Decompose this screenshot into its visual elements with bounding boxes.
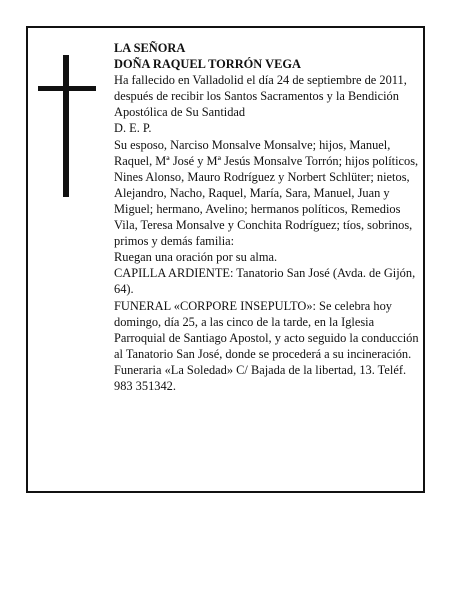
obituary-text <box>114 40 420 394</box>
funeral-info: FUNERAL «CORPORE INSEPULTO»: Se celebra hoy domingo, día 25, a las cinco de la tarde, en la Iglesia Parroquial de Santiago Apostol, y acto seguido la conducción al Tanatorio San José, donde se procederá a su incineración. <box>114 298 419 361</box>
prayer-request: Ruegan una oración por su alma. <box>114 250 278 265</box>
family-list: Su esposo, Narciso Monsalve Monsalve; hijos, Manuel, Raquel, Mª José y Mª Jesús Monsalve Torrón; hijos políticos, Nines Alonso, Mauro Rodríguez y Norbert Schlüter; nietos, Alejandro, Nacho, Raquel, María, Sara, Manuel, Juan y Miguel; hermano, Avelino; hermanos políticos, Remedios Vila, Teresa Monsalve y Conchita Rodríguez; tíos, sobrinos, primos y demás familia: <box>114 137 419 249</box>
deceased-name: DOÑA RAQUEL TORRÓN VEGA <box>114 57 301 72</box>
chapel-info: CAPILLA ARDIENTE: Tanatorio San José (Avda. de Gijón, 64). <box>114 266 416 297</box>
cross-icon <box>63 55 69 197</box>
funeral-home-info: Funeraria «La Soledad» C/ Bajada de la libertad, 13. Teléf. 983 351342. <box>114 362 407 393</box>
title-line-1: LA SEÑORA <box>114 41 186 55</box>
rip-line: D. E. P. <box>114 121 152 136</box>
death-info: Ha fallecido en Valladolid el día 24 de septiembre de 2011, después de recibir los Santos Sacramentos y la Bendición Apostólica de Su Santidad <box>114 73 407 120</box>
cross-icon-bar <box>38 86 96 91</box>
